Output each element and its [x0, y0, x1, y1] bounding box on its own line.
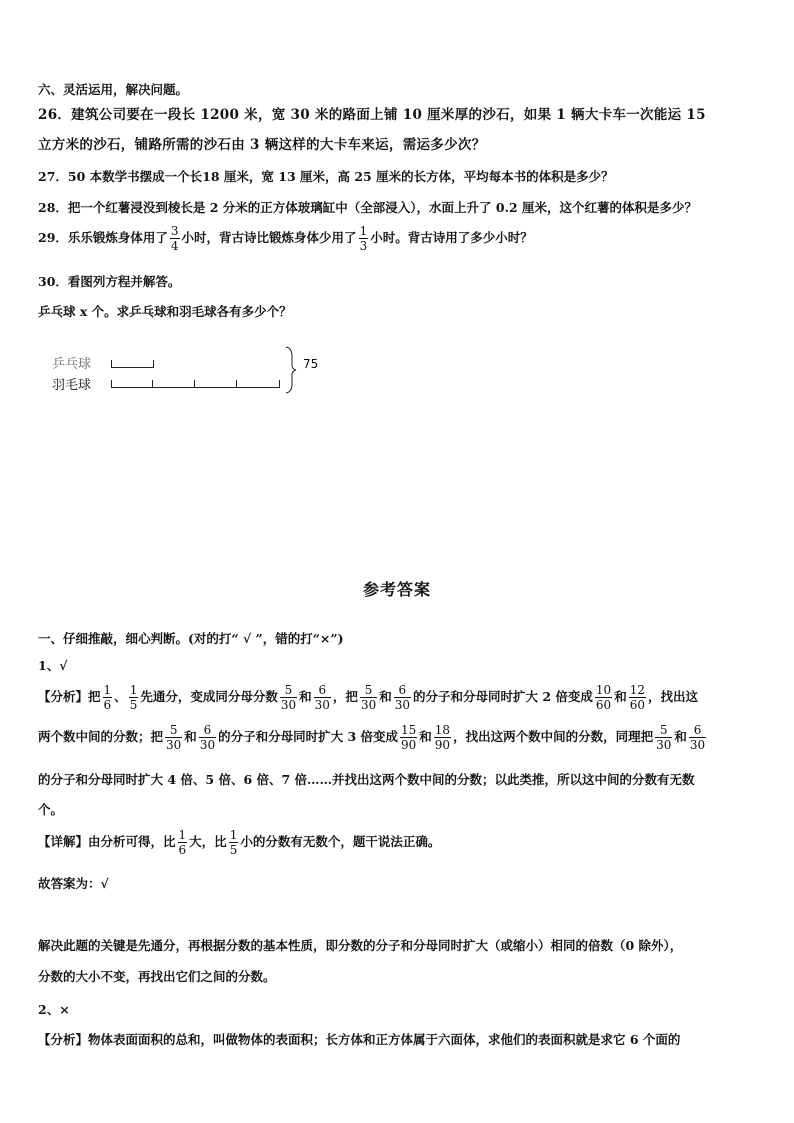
conclusion-1: 故答案为：√	[38, 876, 109, 891]
part1-heading: 一、仔细推敲，细心判断。(对的打“ √ ”，错的打“×”)	[38, 631, 344, 646]
badminton-segment-4	[236, 380, 280, 388]
badminton-segment-2	[152, 380, 195, 388]
badminton-segment-3	[194, 380, 237, 388]
analysis-line-1: 【分析】把 $\frac{1}{6}$ 、 $\frac{1}{5}$ 先通分，变成同分母分数 $\frac{5}{30}$ 和 $\frac{6}{30}$ ，把 $\frac{5}{30}$ 和 $\frac{6}{30}$ 的分子和分母同时扩大 2 倍变成 $\frac{10}{60}$ 和 $\frac{12}{60}$ ，找出这	[38, 683, 699, 712]
analysis-line-4: 个。	[38, 802, 64, 817]
answers-title: 参考答案	[362, 580, 431, 599]
question-30-sub: 乒乓球 x 个。求乒乓球和羽毛球各有多少个？	[38, 304, 292, 319]
question-29	[38, 225, 533, 252]
question-27: 27．50 本数学书摆成一个长18 厘米，宽 13 厘米，高 25 厘米的长方体，平均每本书的体积是多少？	[38, 169, 614, 184]
analysis-tag: 【分析】	[38, 689, 89, 704]
fraction-1-3: $\frac{1}{3}$	[359, 224, 368, 253]
question-28: 28．把一个红薯浸没到棱长是 2 分米的正方体玻璃缸中（全部浸入），水面上升了 0.2 厘米，这个红薯的体积是多少？	[38, 200, 697, 215]
diagram-label-badminton: 羽毛球	[52, 378, 92, 393]
question-26-line2: 立方米的沙石，铺路所需的沙石由 3 辆这样的大卡车来运，需运多少次？	[38, 137, 486, 153]
question-30: 30．看图列方程并解答。	[38, 274, 181, 289]
diagram-total: 75	[303, 357, 319, 371]
analysis-line-2: 两个数中间的分数；把 $\frac{5}{30}$ 和 $\frac{6}{30}$ 的分子和分母同时扩大 3 倍变成 $\frac{15}{90}$ 和 $\frac{18}{90}$ ，找出这两个数中间的分数，同理把 $\frac{5}{30}$ 和 $\frac{6}{30}$	[38, 723, 706, 752]
answer-2: 2、×	[38, 1002, 70, 1017]
remark-line-2: 分数的大小不变，再找出它们之间的分数。	[38, 969, 276, 984]
badminton-segment-1	[111, 380, 153, 388]
answer-2-analysis: 【分析】物体表面面积的总和，叫做物体的表面积；长方体和正方体属于六面体，求他们的表面积就是求它 6 个面的	[38, 1032, 681, 1047]
answer-1: 1、√	[38, 658, 68, 673]
pingpong-segment	[111, 360, 154, 368]
detail-line: 【详解】由分析可得，比 $\frac{1}{6}$ 大，比 $\frac{1}{5}$ 小的分数有无数个，题干说法正确。	[38, 828, 441, 857]
q29-text-c: 小时。背古诗用了多少小时？	[370, 230, 533, 245]
q29-text-a: 29．乐乐锻炼身体用了	[38, 230, 168, 245]
q29-text-b: 小时，背古诗比锻炼身体少用了	[181, 230, 357, 245]
fraction-3-4: $\frac{3}{4}$	[170, 224, 179, 253]
section-heading: 六、灵活运用，解决问题。	[38, 82, 189, 97]
diagram-label-pingpong: 乒乓球	[52, 357, 92, 372]
brace-icon	[284, 346, 298, 394]
analysis-line-3: 的分子和分母同时扩大 4 倍、5 倍、6 倍、7 倍……并找出这两个数中间的分数；以此类推，所以这中间的分数有无数	[38, 772, 695, 787]
remark-line-1: 解决此题的关键是先通分，再根据分数的基本性质，即分数的分子和分母同时扩大（或缩小）相同的倍数（0 除外），	[38, 938, 683, 953]
detail-tag: 【详解】	[38, 834, 89, 849]
question-26-line1: 26．建筑公司要在一段长 1200 米，宽 30 米的路面上铺 10 厘米厚的沙石，如果 1 辆大卡车一次能运 15	[38, 107, 706, 123]
